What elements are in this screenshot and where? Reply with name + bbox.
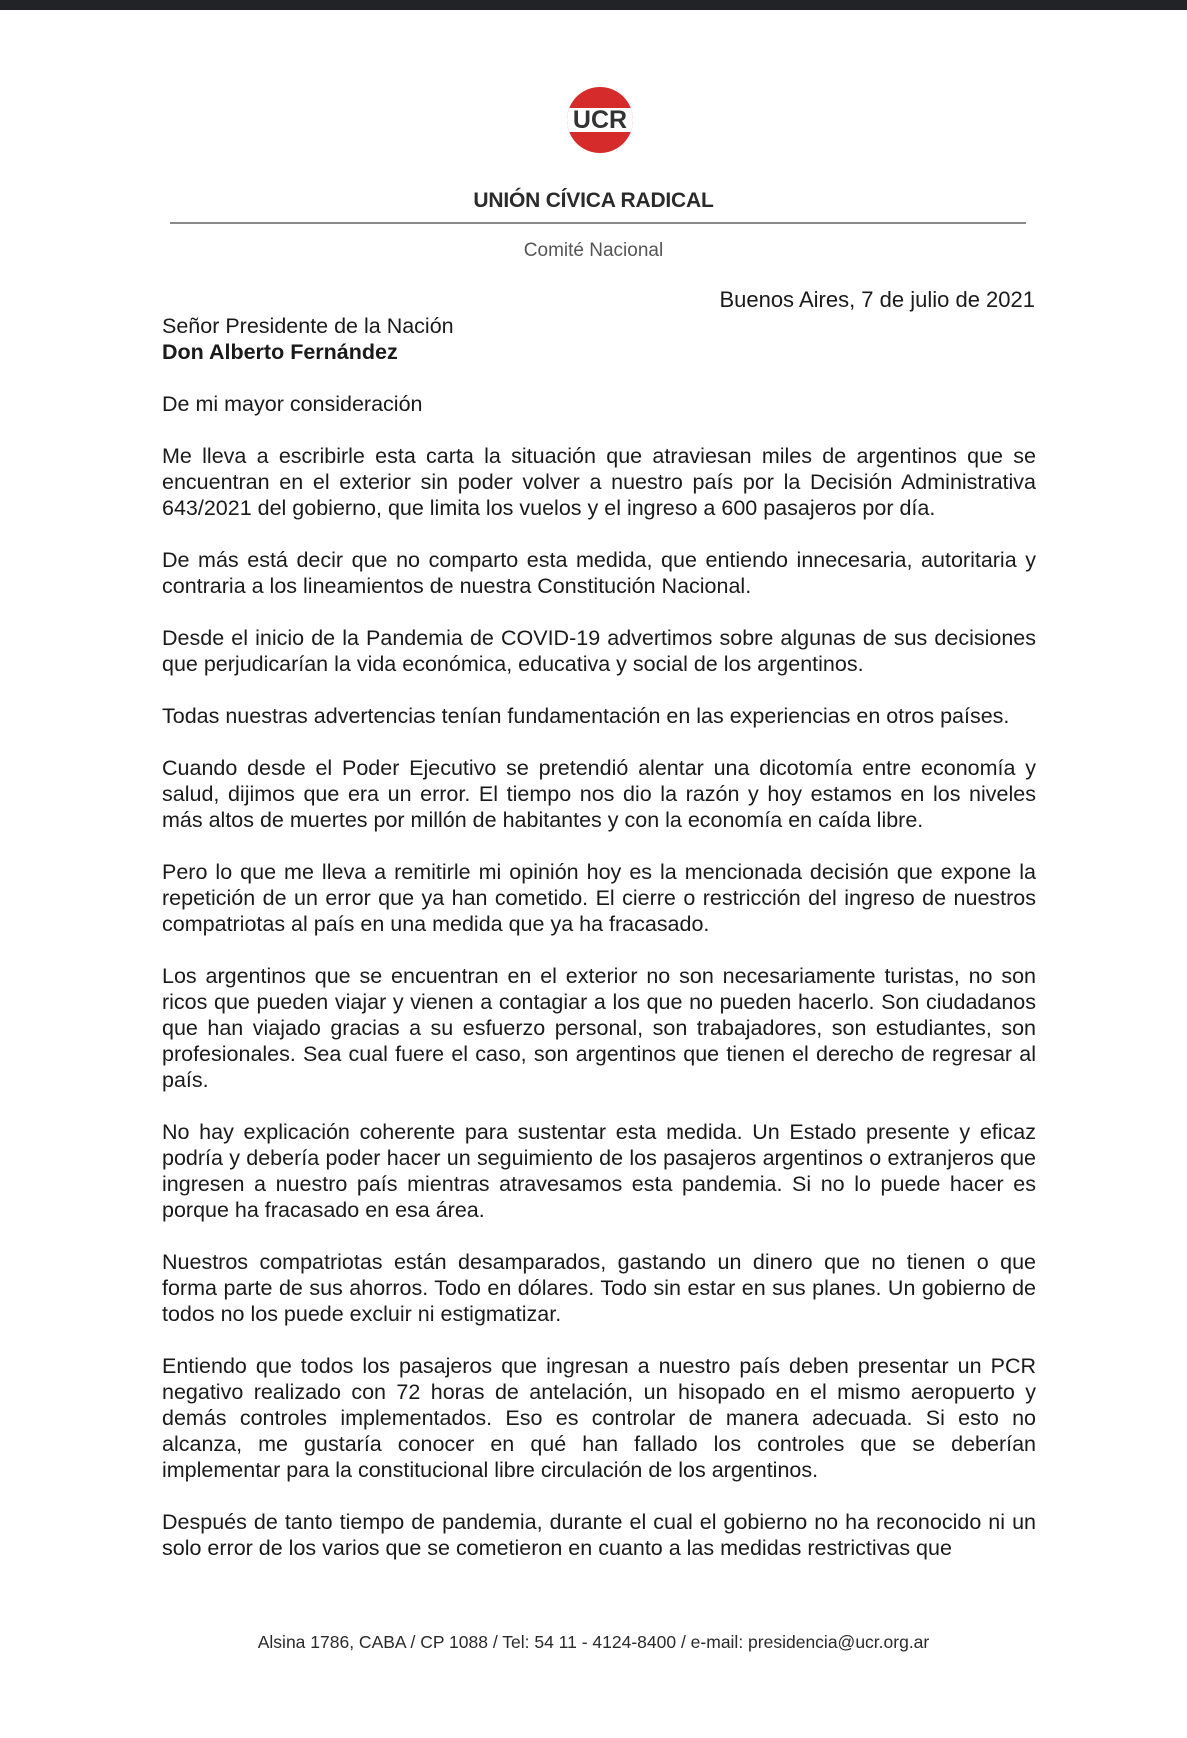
- paragraph: Pero lo que me lleva a remitirle mi opinión hoy es la mencionada decisión que expone la repetición de un error que ya han cometido. El cierre o restricción del ingreso de nuestros compatriotas al país en una medida que ya ha fracasado.: [162, 860, 1036, 936]
- paragraph: Desde el inicio de la Pandemia de COVID-19 advertimos sobre algunas de sus decisiones que perjudicarían la vida económica, educativa y social de los argentinos.: [162, 626, 1036, 676]
- paragraph: De más está decir que no comparto esta medida, que entiendo innecesaria, autoritaria y contraria a los lineamientos de nuestra Constitución Nacional.: [162, 548, 1036, 598]
- ucr-logo: [566, 86, 634, 154]
- top-bar: [0, 0, 1187, 10]
- svg-text:UCR: UCR: [572, 106, 628, 134]
- recipient-name: Don Alberto Fernández: [162, 340, 398, 364]
- paragraph: Después de tanto tiempo de pandemia, durante el cual el gobierno no ha reconocido ni un solo error de los varios que se cometieron en cuanto a las medidas restrictivas que: [162, 1510, 1036, 1560]
- footer-contact: Alsina 1786, CABA / CP 1088 / Tel: 54 11 - 4124-8400 / e-mail: presidencia@ucr.org.ar: [257, 1632, 930, 1652]
- recipient-title: Señor Presidente de la Nación: [162, 314, 454, 338]
- committee-name: Comité Nacional: [523, 240, 664, 261]
- paragraph: Los argentinos que se encuentran en el exterior no son necesariamente turistas, no son ricos que pueden viajar y vienen a contagiar a los que no pueden hacerlo. Son ciudadanos que han viajado gracias a su esfuerzo personal, son trabajadores, son estudiantes, son profesionales. Sea cual fuere el caso, son argentinos que tienen el derecho de regresar al país.: [162, 964, 1036, 1092]
- letter-body: [162, 313, 1036, 1587]
- paragraph: Todas nuestras advertencias tenían fundamentación en las experiencias en otros países.: [162, 704, 1010, 728]
- organization-name: UNIÓN CÍVICA RADICAL: [473, 189, 714, 212]
- header-divider: [170, 222, 1026, 224]
- recipient-block: [162, 313, 1036, 365]
- paragraph: Cuando desde el Poder Ejecutivo se pretendió alentar una dicotomía entre economía y salud, dijimos que era un error. El tiempo nos dio la razón y hoy estamos en los niveles más altos de muertes por millón de habitantes y con la economía en caída libre.: [162, 756, 1036, 832]
- paragraph: Nuestros compatriotas están desamparados, gastando un dinero que no tienen o que forma parte de sus ahorros. Todo en dólares. Todo sin estar en sus planes. Un gobierno de todos no los puede excluir ni estigmatizar.: [162, 1250, 1036, 1326]
- paragraph: Entiendo que todos los pasajeros que ingresan a nuestro país deben presentar un PCR negativo realizado con 72 horas de antelación, un hisopado en el mismo aeropuerto y demás controles implementados. Eso es controlar de manera adecuada. Si esto no alcanza, me gustaría conocer en qué han fallado los controles que se deberían implementar para la constitucional libre circulación de los argentinos.: [162, 1354, 1036, 1482]
- paragraph: No hay explicación coherente para sustentar esta medida. Un Estado presente y eficaz podría y debería poder hacer un seguimiento de los pasajeros argentinos o extranjeros que ingresen a nuestro país mientras atravesamos esta pandemia. Si no lo puede hacer es porque ha fracasado en esa área.: [162, 1120, 1036, 1222]
- salutation: De mi mayor consideración: [162, 392, 423, 416]
- paragraph: Me lleva a escribirle esta carta la situación que atraviesan miles de argentinos que se encuentran en el exterior sin poder volver a nuestro país por la Decisión Administrativa 643/2021 del gobierno, que limita los vuelos y el ingreso a 600 pasajeros por día.: [162, 444, 1036, 520]
- letter-date: Buenos Aires, 7 de julio de 2021: [719, 287, 1035, 312]
